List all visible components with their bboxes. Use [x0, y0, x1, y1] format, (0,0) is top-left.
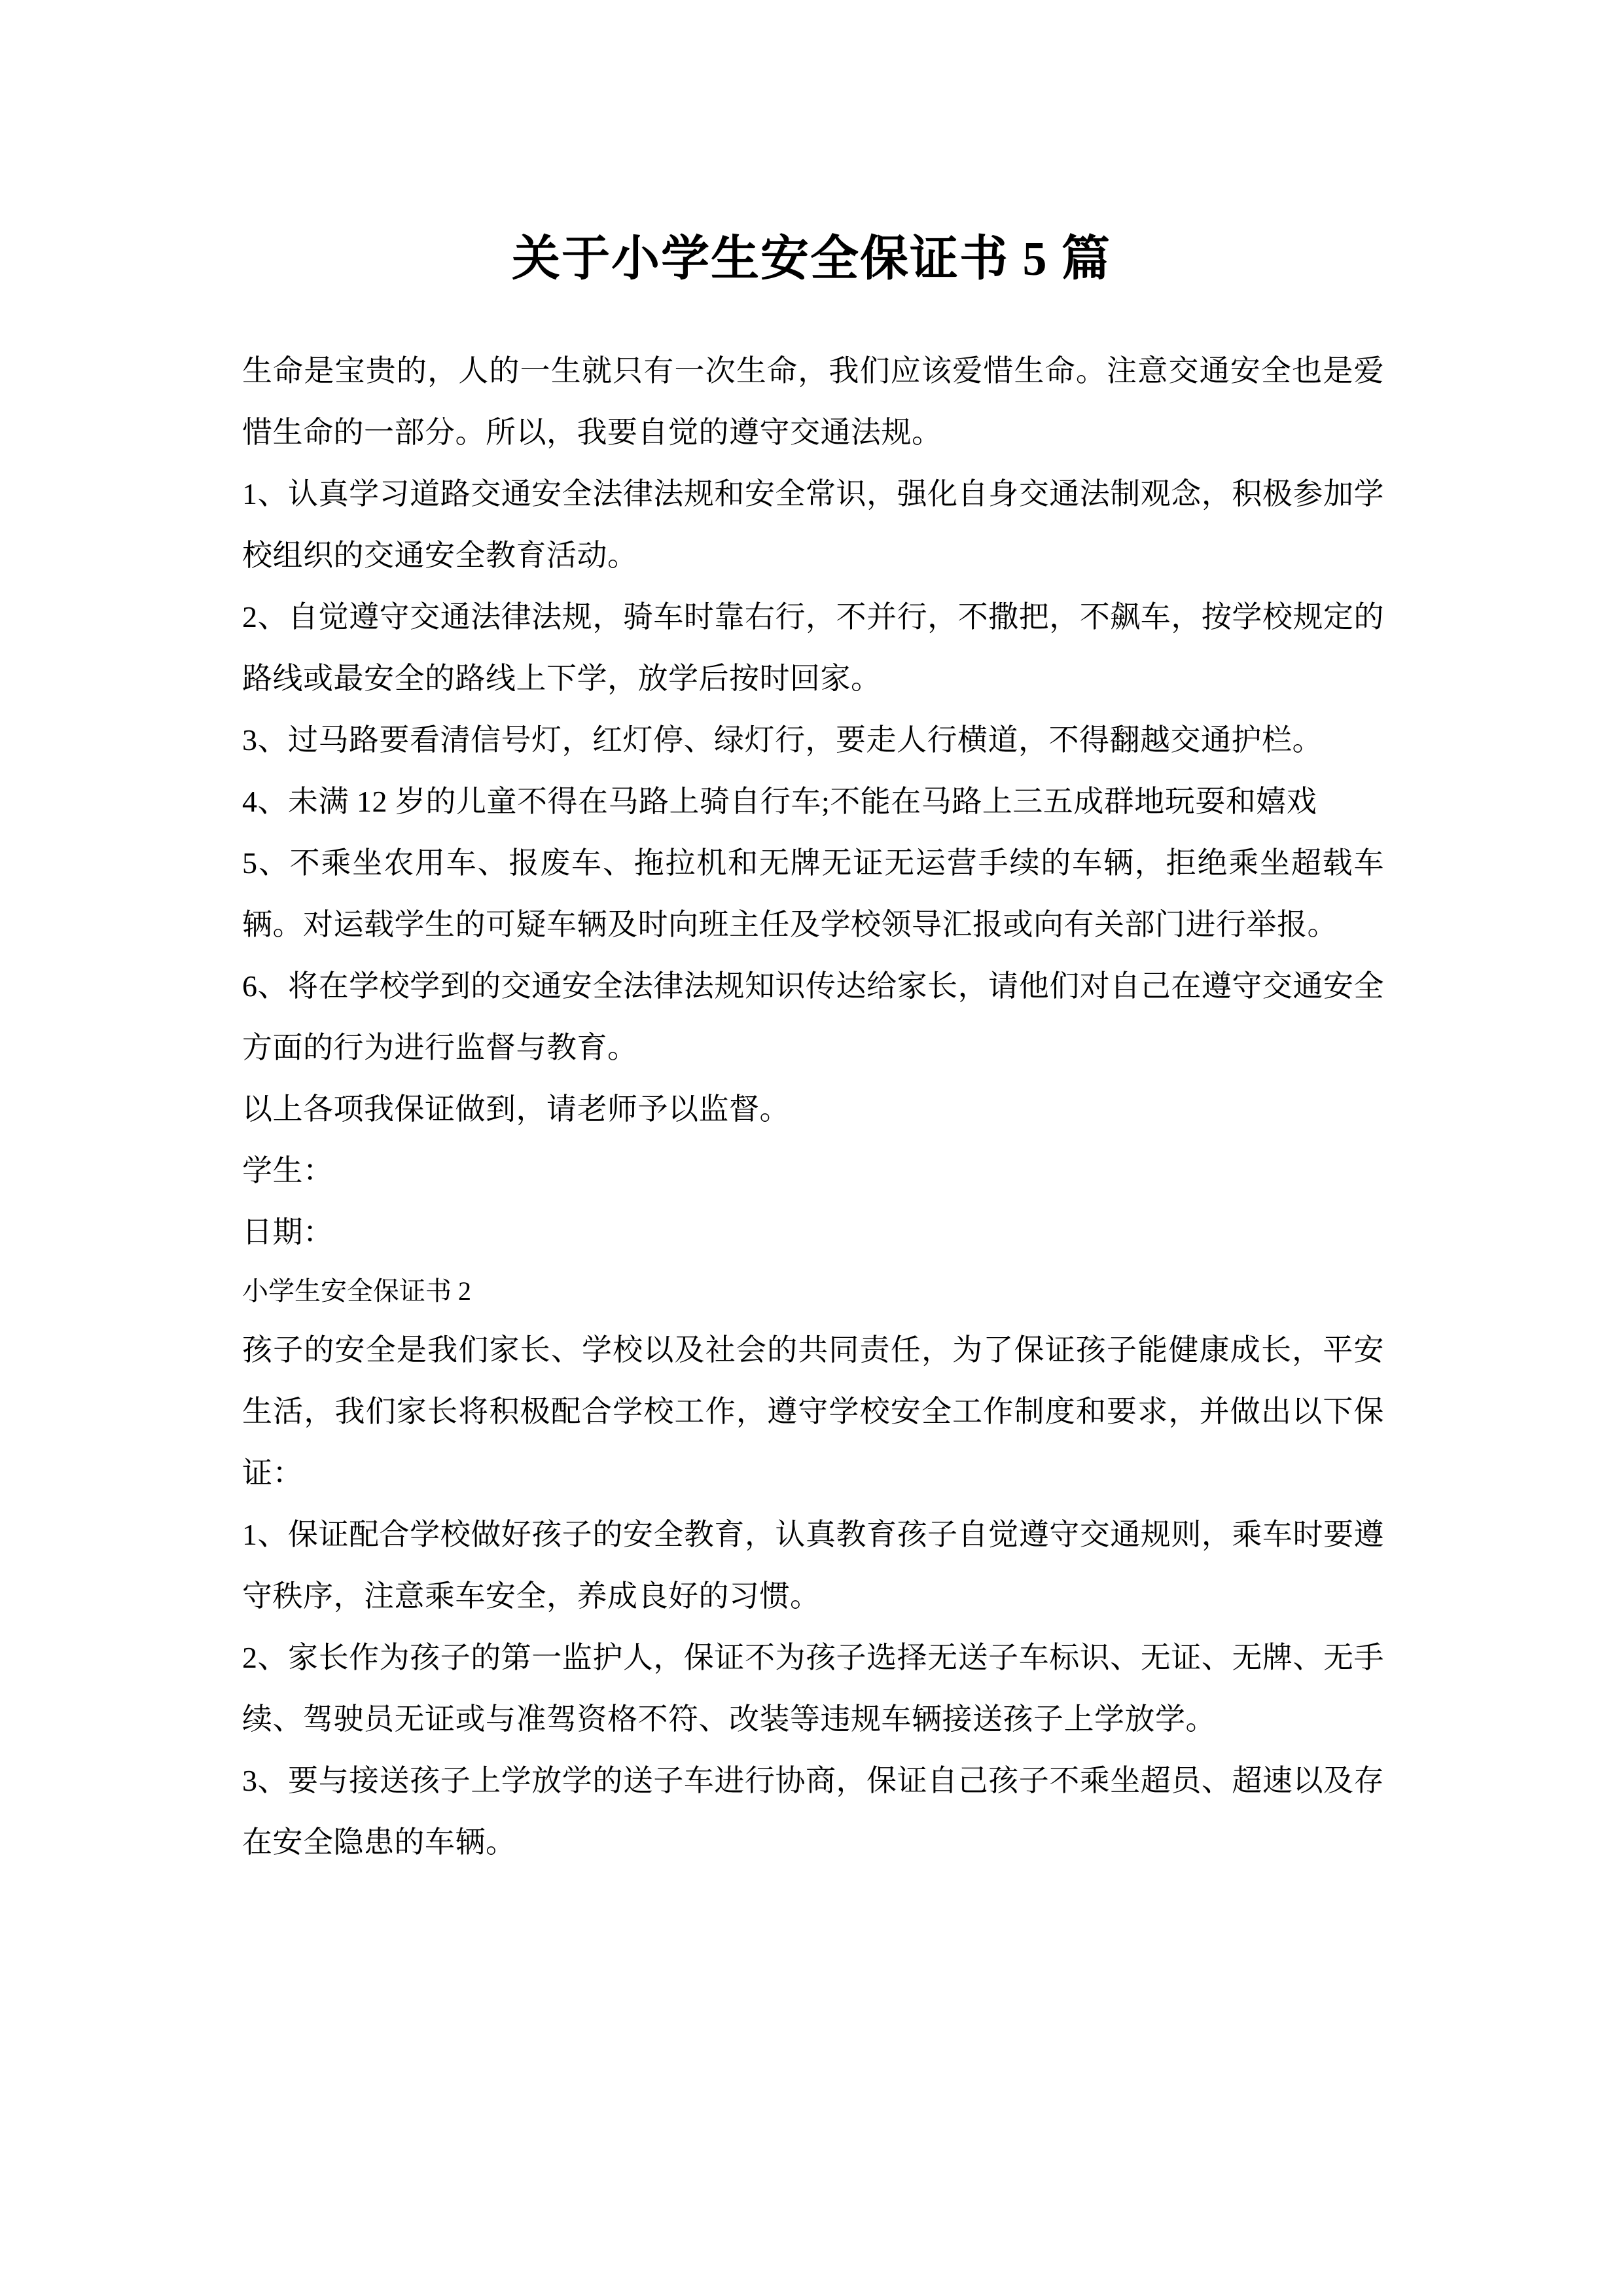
document-body	[242, 340, 1384, 1873]
paragraph-closing-1: 以上各项我保证做到，请老师予以监督。	[242, 1092, 790, 1126]
paragraph-item-2-2: 2、家长作为孩子的第一监护人，保证不为孩子选择无送子车标识、无证、无牌、无手续、驾驶员无证或与准驾资格不符、改装等违规车辆接送孩子上学放学。	[242, 1641, 1384, 1736]
paragraph-item-1-6: 6、将在学校学到的交通安全法律法规知识传达给家长，请他们对自己在遵守交通安全方面的行为进行监督与教育。	[242, 969, 1384, 1064]
section-2-heading: 小学生安全保证书 2	[242, 1276, 471, 1306]
page-title: 关于小学生安全保证书 5 篇	[512, 232, 1111, 286]
paragraph-item-2-1: 1、保证配合学校做好孩子的安全教育，认真教育孩子自觉遵守交通规则，乘车时要遵守秩序，注意乘车安全，养成良好的习惯。	[242, 1518, 1384, 1613]
paragraph-item-2-3: 3、要与接送孩子上学放学的送子车进行协商，保证自己孩子不乘坐超员、超速以及存在安全隐患的车辆。	[242, 1764, 1384, 1859]
paragraph-intro-1: 生命是宝贵的，人的一生就只有一次生命，我们应该爱惜生命。注意交通安全也是爱惜生命的一部分。所以，我要自觉的遵守交通法规。	[242, 354, 1384, 449]
paragraph-item-1-2: 2、自觉遵守交通法律法规，骑车时靠右行，不并行，不撒把，不飙车，按学校规定的路线或最安全的路线上下学，放学后按时回家。	[242, 600, 1384, 695]
paragraph-item-1-5: 5、不乘坐农用车、报废车、拖拉机和无牌无证无运营手续的车辆，拒绝乘坐超载车辆。对运载学生的可疑车辆及时向班主任及学校领导汇报或向有关部门进行举报。	[242, 846, 1384, 941]
signature-date-label: 日期：	[242, 1215, 334, 1249]
paragraph-item-1-1: 1、认真学习道路交通安全法律法规和安全常识，强化自身交通法制观念，积极参加学校组织的交通安全教育活动。	[242, 477, 1384, 572]
paragraph-item-1-4: 4、未满 12 岁的儿童不得在马路上骑自行车;不能在马路上三五成群地玩耍和嬉戏	[242, 785, 1317, 818]
signature-student-label: 学生：	[242, 1154, 334, 1187]
paragraph-item-1-3: 3、过马路要看清信号灯，红灯停、绿灯行，要走人行横道，不得翻越交通护栏。	[242, 723, 1323, 757]
paragraph-intro-2: 孩子的安全是我们家长、学校以及社会的共同责任，为了保证孩子能健康成长，平安生活，我们家长将积极配合学校工作，遵守学校安全工作制度和要求，并做出以下保证：	[242, 1333, 1384, 1490]
